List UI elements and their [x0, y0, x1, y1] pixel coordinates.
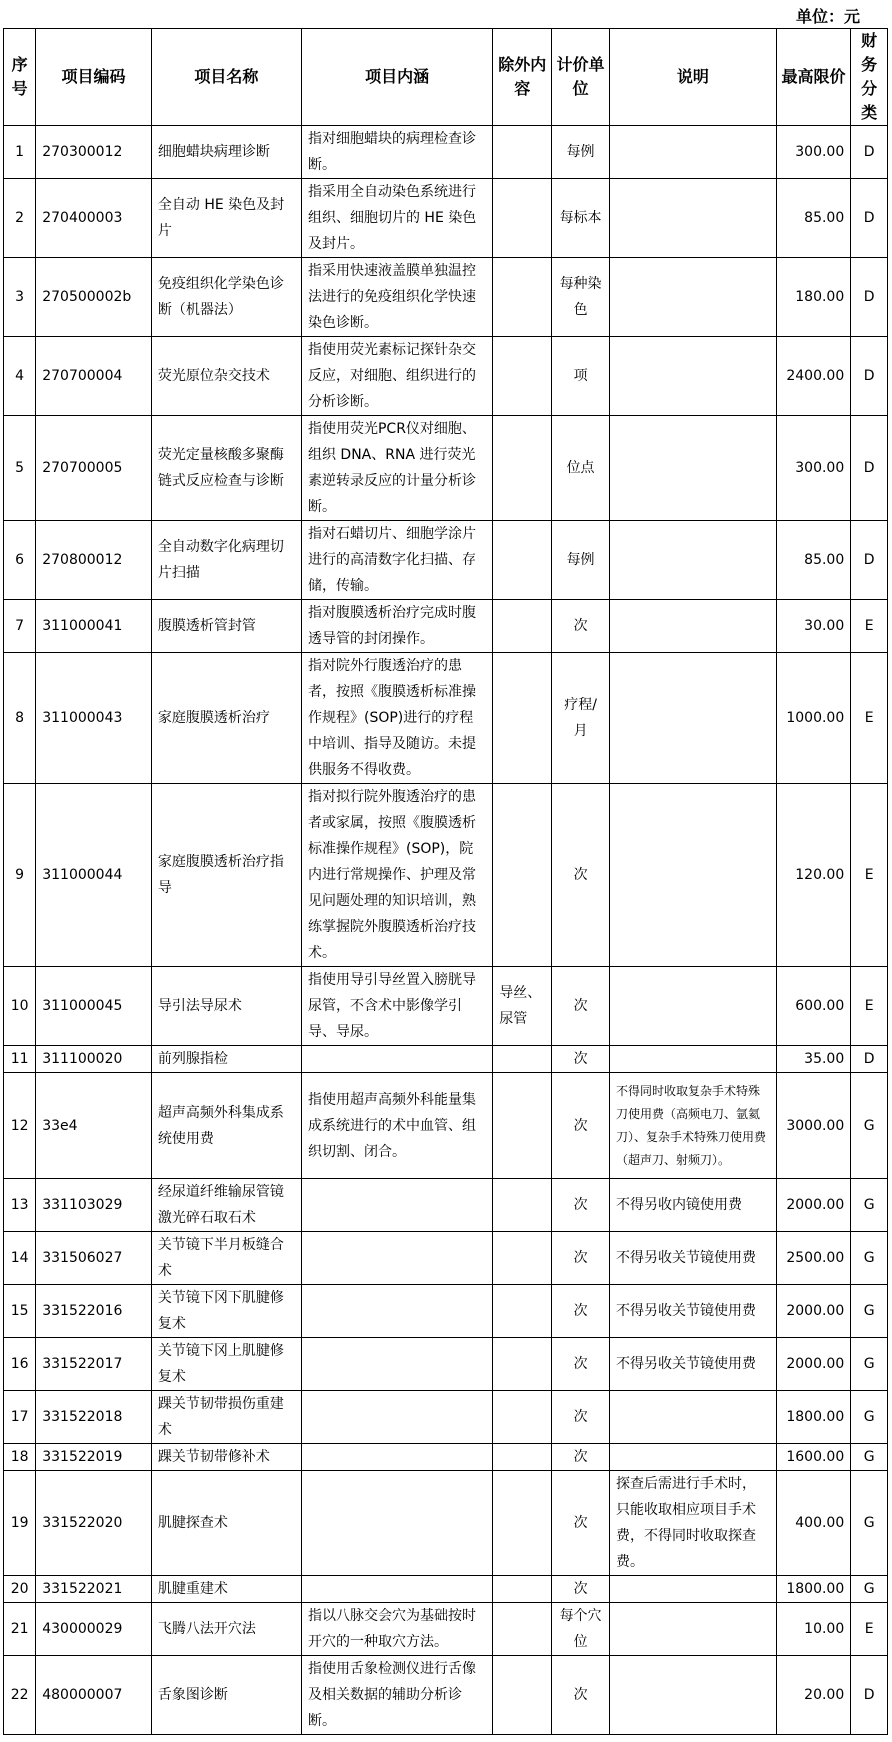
- row-name: 舌象图诊断: [151, 1656, 301, 1735]
- row-note: [609, 1603, 776, 1656]
- row-excluded: [493, 1603, 552, 1656]
- table-row: [4, 1603, 888, 1656]
- row-code: 311100020: [36, 1046, 152, 1073]
- row-code: 270400003: [36, 179, 152, 258]
- row-category: D: [851, 416, 888, 521]
- row-desc: [301, 1285, 492, 1338]
- row-price: 2500.00: [776, 1232, 851, 1285]
- row-category: E: [851, 653, 888, 784]
- row-excluded: [493, 337, 552, 416]
- row-excluded: [493, 1285, 552, 1338]
- header-cat: 财务分类: [851, 29, 888, 126]
- row-name: 前列腺指检: [151, 1046, 301, 1073]
- row-desc: 指使用舌象检测仪进行舌像及相关数据的辅助分析诊断。: [301, 1656, 492, 1735]
- table-row: [4, 337, 888, 416]
- row-unit: 次: [552, 1391, 610, 1444]
- row-price: 20.00: [776, 1656, 851, 1735]
- row-price: 300.00: [776, 416, 851, 521]
- row-category: G: [851, 1232, 888, 1285]
- table-row: [4, 1471, 888, 1576]
- row-excluded: [493, 1338, 552, 1391]
- row-excluded: [493, 1576, 552, 1603]
- row-note: [609, 653, 776, 784]
- row-desc: [301, 1232, 492, 1285]
- row-no: 3: [4, 258, 36, 337]
- row-note: 不得同时收取复杂手术特殊刀使用费（高频电刀、氩氦刀）、复杂手术特殊刀使用费（超声刀、射频刀）。: [609, 1073, 776, 1179]
- row-unit: 次: [552, 1471, 610, 1576]
- row-price: 1800.00: [776, 1391, 851, 1444]
- row-price: 1600.00: [776, 1444, 851, 1471]
- table-row: [4, 1576, 888, 1603]
- row-desc: 指使用导引导丝置入膀胱导尿管，不含术中影像学引导、导尿。: [301, 967, 492, 1046]
- row-name: 经尿道纤维输尿管镜激光碎石取石术: [151, 1179, 301, 1232]
- table-row: [4, 1179, 888, 1232]
- row-unit: 次: [552, 1656, 610, 1735]
- row-code: 480000007: [36, 1656, 152, 1735]
- header-excl: 除外内容: [493, 29, 552, 126]
- row-name: 关节镜下冈下肌腱修复术: [151, 1285, 301, 1338]
- table-row: [4, 1338, 888, 1391]
- row-name: 关节镜下半月板缝合术: [151, 1232, 301, 1285]
- unit-label: 单位：元: [795, 7, 860, 26]
- header-unit: 计价单位: [552, 29, 610, 126]
- row-name: 导引法导尿术: [151, 967, 301, 1046]
- row-desc: 指以八脉交会穴为基础按时开穴的一种取穴方法。: [301, 1603, 492, 1656]
- row-desc: 指采用快速液盖膜单独温控法进行的免疫组织化学快速染色诊断。: [301, 258, 492, 337]
- header-desc: 项目内涵: [301, 29, 492, 126]
- header-row: [4, 29, 888, 126]
- row-category: G: [851, 1576, 888, 1603]
- header-name: 项目名称: [151, 29, 301, 126]
- table-row: [4, 600, 888, 653]
- row-no: 12: [4, 1073, 36, 1179]
- row-unit: 每种染色: [552, 258, 610, 337]
- row-note: [609, 1444, 776, 1471]
- row-unit: 疗程/月: [552, 653, 610, 784]
- table-row: [4, 521, 888, 600]
- row-name: 全自动数字化病理切片扫描: [151, 521, 301, 600]
- row-note: [609, 258, 776, 337]
- table-row: [4, 1046, 888, 1073]
- row-excluded: [493, 1073, 552, 1179]
- row-no: 6: [4, 521, 36, 600]
- row-unit: 每个穴位: [552, 1603, 610, 1656]
- row-desc: 指对细胞蜡块的病理检查诊断。: [301, 126, 492, 179]
- row-code: 331522019: [36, 1444, 152, 1471]
- row-name: 免疫组织化学染色诊断（机器法）: [151, 258, 301, 337]
- row-no: 1: [4, 126, 36, 179]
- row-note: [609, 1046, 776, 1073]
- row-desc: 指对院外行腹透治疗的患者，按照《腹膜透析标准操作规程》(SOP)进行的疗程中培训、指导及随访。未提供服务不得收费。: [301, 653, 492, 784]
- row-name: 荧光原位杂交技术: [151, 337, 301, 416]
- row-desc: [301, 1179, 492, 1232]
- row-name: 家庭腹膜透析治疗: [151, 653, 301, 784]
- row-category: D: [851, 1046, 888, 1073]
- row-name: 关节镜下冈上肌腱修复术: [151, 1338, 301, 1391]
- row-desc: [301, 1576, 492, 1603]
- row-code: 270700005: [36, 416, 152, 521]
- row-no: 8: [4, 653, 36, 784]
- row-code: 331506027: [36, 1232, 152, 1285]
- row-desc: 指使用超声高频外科能量集成系统进行的术中血管、组织切割、闭合。: [301, 1073, 492, 1179]
- row-code: 331522016: [36, 1285, 152, 1338]
- row-note: 不得另收内镜使用费: [609, 1179, 776, 1232]
- row-code: 270700004: [36, 337, 152, 416]
- row-no: 11: [4, 1046, 36, 1073]
- row-desc: 指对石蜡切片、细胞学涂片进行的高清数字化扫描、存储，传输。: [301, 521, 492, 600]
- row-no: 17: [4, 1391, 36, 1444]
- row-code: 331103029: [36, 1179, 152, 1232]
- row-price: 180.00: [776, 258, 851, 337]
- table-row: [4, 1232, 888, 1285]
- row-note: [609, 1576, 776, 1603]
- row-category: E: [851, 967, 888, 1046]
- row-code: 311000043: [36, 653, 152, 784]
- row-unit: 次: [552, 1046, 610, 1073]
- row-no: 21: [4, 1603, 36, 1656]
- row-no: 16: [4, 1338, 36, 1391]
- row-name: 细胞蜡块病理诊断: [151, 126, 301, 179]
- row-category: D: [851, 337, 888, 416]
- row-note: [609, 337, 776, 416]
- row-unit: 次: [552, 784, 610, 967]
- table-row: [4, 416, 888, 521]
- row-note: [609, 600, 776, 653]
- row-desc: 指使用荧光素标记探针杂交反应，对细胞、组织进行的分析诊断。: [301, 337, 492, 416]
- row-name: 踝关节韧带损伤重建术: [151, 1391, 301, 1444]
- row-code: 270300012: [36, 126, 152, 179]
- row-no: 14: [4, 1232, 36, 1285]
- row-price: 35.00: [776, 1046, 851, 1073]
- row-unit: 次: [552, 1179, 610, 1232]
- row-category: G: [851, 1471, 888, 1576]
- row-code: 311000041: [36, 600, 152, 653]
- row-note: 探查后需进行手术时，只能收取相应项目手术费，不得同时收取探查费。: [609, 1471, 776, 1576]
- row-category: G: [851, 1338, 888, 1391]
- row-price: 1000.00: [776, 653, 851, 784]
- row-unit: 次: [552, 1073, 610, 1179]
- row-excluded: [493, 179, 552, 258]
- row-code: 270800012: [36, 521, 152, 600]
- row-category: D: [851, 126, 888, 179]
- row-no: 2: [4, 179, 36, 258]
- row-desc: [301, 1391, 492, 1444]
- table-row: [4, 1444, 888, 1471]
- row-category: D: [851, 258, 888, 337]
- row-excluded: [493, 653, 552, 784]
- row-excluded: 导丝、尿管: [493, 967, 552, 1046]
- row-excluded: [493, 1471, 552, 1576]
- row-desc: 指对腹膜透析治疗完成时腹透导管的封闭操作。: [301, 600, 492, 653]
- row-excluded: [493, 600, 552, 653]
- row-category: E: [851, 1603, 888, 1656]
- row-unit: 每例: [552, 126, 610, 179]
- row-note: [609, 179, 776, 258]
- row-category: D: [851, 1656, 888, 1735]
- table-row: [4, 967, 888, 1046]
- row-no: 19: [4, 1471, 36, 1576]
- row-price: 3000.00: [776, 1073, 851, 1179]
- row-no: 18: [4, 1444, 36, 1471]
- row-no: 4: [4, 337, 36, 416]
- header-code: 项目编码: [36, 29, 152, 126]
- row-name: 家庭腹膜透析治疗指导: [151, 784, 301, 967]
- row-category: G: [851, 1444, 888, 1471]
- row-category: E: [851, 784, 888, 967]
- row-excluded: [493, 1391, 552, 1444]
- row-price: 1800.00: [776, 1576, 851, 1603]
- row-no: 10: [4, 967, 36, 1046]
- row-no: 20: [4, 1576, 36, 1603]
- row-note: [609, 1391, 776, 1444]
- row-desc: 指对拟行院外腹透治疗的患者或家属，按照《腹膜透析标准操作规程》(SOP)，院内进行常规操作、护理及常见问题处理的知识培训，熟练掌握院外腹膜透析治疗技术。: [301, 784, 492, 967]
- row-note: [609, 416, 776, 521]
- table-row: [4, 1285, 888, 1338]
- row-name: 荧光定量核酸多聚酶链式反应检查与诊断: [151, 416, 301, 521]
- row-code: 33e4: [36, 1073, 152, 1179]
- row-unit: 每例: [552, 521, 610, 600]
- row-name: 肌腱探查术: [151, 1471, 301, 1576]
- row-name: 踝关节韧带修补术: [151, 1444, 301, 1471]
- row-note: [609, 126, 776, 179]
- row-name: 超声高频外科集成系统使用费: [151, 1073, 301, 1179]
- row-no: 9: [4, 784, 36, 967]
- row-unit: 次: [552, 1444, 610, 1471]
- row-note: [609, 1656, 776, 1735]
- row-excluded: [493, 126, 552, 179]
- row-excluded: [493, 1656, 552, 1735]
- row-name: 腹膜透析管封管: [151, 600, 301, 653]
- table-row: [4, 1656, 888, 1735]
- row-no: 22: [4, 1656, 36, 1735]
- row-price: 2000.00: [776, 1338, 851, 1391]
- row-desc: [301, 1444, 492, 1471]
- header-no: 序号: [4, 29, 36, 126]
- row-note: 不得另收关节镜使用费: [609, 1338, 776, 1391]
- row-price: 2000.00: [776, 1179, 851, 1232]
- row-price: 300.00: [776, 126, 851, 179]
- row-price: 120.00: [776, 784, 851, 967]
- row-price: 30.00: [776, 600, 851, 653]
- row-unit: 次: [552, 1338, 610, 1391]
- row-category: G: [851, 1073, 888, 1179]
- header-price: 最高限价: [776, 29, 851, 126]
- table-row: [4, 1391, 888, 1444]
- row-code: 331522020: [36, 1471, 152, 1576]
- row-excluded: [493, 1179, 552, 1232]
- row-name: 肌腱重建术: [151, 1576, 301, 1603]
- row-code: 331522018: [36, 1391, 152, 1444]
- row-price: 600.00: [776, 967, 851, 1046]
- row-price: 85.00: [776, 179, 851, 258]
- row-price: 10.00: [776, 1603, 851, 1656]
- row-unit: 位点: [552, 416, 610, 521]
- row-price: 2000.00: [776, 1285, 851, 1338]
- row-note: [609, 967, 776, 1046]
- row-unit: 每标本: [552, 179, 610, 258]
- row-desc: [301, 1046, 492, 1073]
- row-desc: [301, 1471, 492, 1576]
- row-excluded: [493, 1444, 552, 1471]
- row-name: 全自动 HE 染色及封片: [151, 179, 301, 258]
- row-excluded: [493, 1046, 552, 1073]
- row-unit: 次: [552, 1232, 610, 1285]
- row-no: 7: [4, 600, 36, 653]
- header-note: 说明: [609, 29, 776, 126]
- row-unit: 次: [552, 1285, 610, 1338]
- price-table: [3, 28, 888, 1735]
- row-desc: 指采用全自动染色系统进行组织、细胞切片的 HE 染色及封片。: [301, 179, 492, 258]
- row-code: 311000045: [36, 967, 152, 1046]
- row-desc: 指使用荧光PCR仪对细胞、组织 DNA、RNA 进行荧光素逆转录反应的计量分析诊断。: [301, 416, 492, 521]
- row-note: [609, 784, 776, 967]
- row-note: 不得另收关节镜使用费: [609, 1285, 776, 1338]
- row-no: 15: [4, 1285, 36, 1338]
- table-row: [4, 1073, 888, 1179]
- row-category: G: [851, 1285, 888, 1338]
- row-excluded: [493, 258, 552, 337]
- row-code: 430000029: [36, 1603, 152, 1656]
- table-row: [4, 258, 888, 337]
- row-excluded: [493, 416, 552, 521]
- row-category: E: [851, 600, 888, 653]
- row-note: 不得另收关节镜使用费: [609, 1232, 776, 1285]
- row-price: 400.00: [776, 1471, 851, 1576]
- row-desc: [301, 1338, 492, 1391]
- row-excluded: [493, 1232, 552, 1285]
- row-category: D: [851, 179, 888, 258]
- table-row: [4, 179, 888, 258]
- row-category: G: [851, 1179, 888, 1232]
- row-code: 331522021: [36, 1576, 152, 1603]
- row-excluded: [493, 521, 552, 600]
- table-row: [4, 784, 888, 967]
- row-code: 311000044: [36, 784, 152, 967]
- table-row: [4, 126, 888, 179]
- row-no: 5: [4, 416, 36, 521]
- row-code: 331522017: [36, 1338, 152, 1391]
- row-note: [609, 521, 776, 600]
- row-category: G: [851, 1391, 888, 1444]
- row-price: 2400.00: [776, 337, 851, 416]
- row-price: 85.00: [776, 521, 851, 600]
- row-no: 13: [4, 1179, 36, 1232]
- row-code: 270500002b: [36, 258, 152, 337]
- row-name: 飞腾八法开穴法: [151, 1603, 301, 1656]
- row-unit: 次: [552, 1576, 610, 1603]
- row-category: D: [851, 521, 888, 600]
- row-unit: 项: [552, 337, 610, 416]
- row-unit: 次: [552, 600, 610, 653]
- row-excluded: [493, 784, 552, 967]
- row-unit: 次: [552, 967, 610, 1046]
- table-row: [4, 653, 888, 784]
